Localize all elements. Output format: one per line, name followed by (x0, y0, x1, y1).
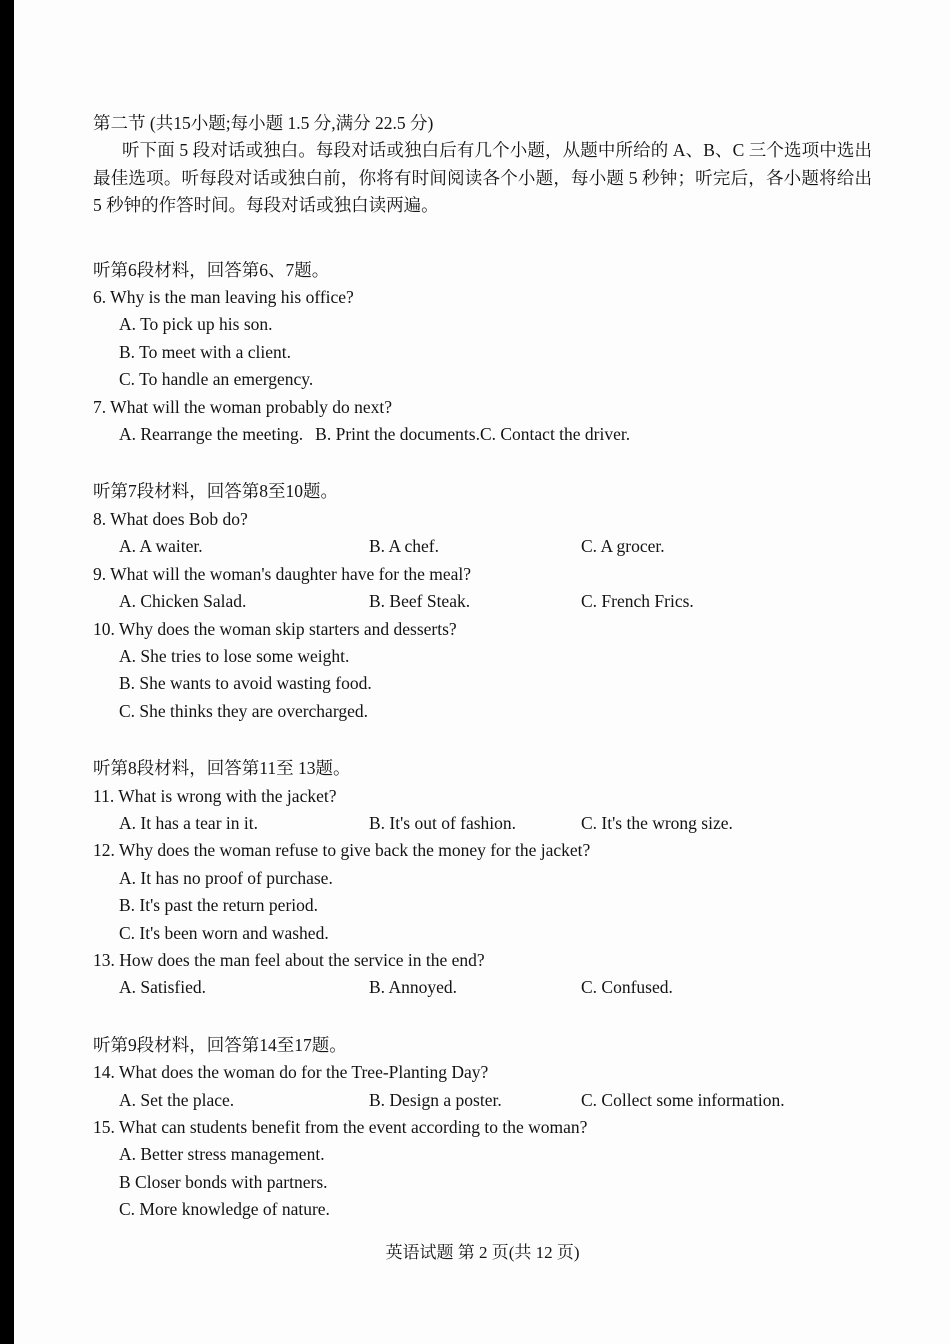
option-c: C. French Frics. (581, 591, 694, 612)
question-stem: 9. What will the woman's daughter have for the meal? (93, 563, 471, 584)
option-a: A. It has a tear in it. (119, 812, 258, 833)
scan-edge-artifact (0, 0, 14, 1344)
option-b: B. It's past the return period. (119, 895, 319, 916)
options-list (93, 533, 872, 560)
material-header: 听第9段材料，回答第14至17题。 (93, 1034, 347, 1055)
section-title: 第二节 (共15小题;每小题 1.5 分,满分 22.5 分) (93, 113, 434, 133)
option-c: C. She thinks they are overcharged. (119, 700, 368, 721)
option-a: A. Better stress management. (119, 1144, 325, 1165)
question-stem: 15. What can students benefit from the event according to the woman? (93, 1117, 588, 1137)
material-header: 听第6段材料，回答第6、7题。 (93, 259, 330, 280)
options-list (93, 974, 872, 1001)
option-b: B. Annoyed. (369, 977, 457, 998)
options-list (93, 588, 872, 615)
question-stem: 14. What does the woman do for the Tree-Planting Day? (93, 1062, 489, 1083)
question-stem: 6. Why is the man leaving his office? (93, 287, 354, 308)
material-header: 听第7段材料，回答第8至10题。 (93, 481, 338, 502)
option-b: B. Print the documents. (315, 424, 480, 445)
question-stem: 13. How does the man feel about the service in the end? (93, 949, 485, 970)
option-c: C. To handle an emergency. (119, 369, 314, 390)
question-10 (93, 616, 872, 726)
option-a: A. Satisfied. (119, 977, 207, 998)
question-stem: 10. Why does the woman skip starters and desserts? (93, 618, 457, 639)
option-a: A. Chicken Salad. (119, 591, 247, 612)
question-14 (93, 1059, 872, 1114)
option-a: A. She tries to lose some weight. (119, 645, 350, 666)
question-stem: 11. What is wrong with the jacket? (93, 785, 337, 806)
options-list (93, 421, 872, 448)
option-b: B. Beef Steak. (369, 591, 471, 612)
options-list (93, 311, 872, 393)
material-block-6 (93, 257, 872, 449)
material-block-7 (93, 478, 872, 725)
option-c: C. Contact the driver. (479, 424, 631, 445)
question-6 (93, 284, 872, 394)
option-b: B. Design a poster. (369, 1089, 502, 1110)
question-8 (93, 506, 872, 561)
question-12 (93, 837, 872, 947)
question-stem: 7. What will the woman probably do next? (93, 396, 393, 417)
option-a: A. A waiter. (119, 536, 203, 557)
question-11 (93, 783, 872, 838)
option-c: C. More knowledge of nature. (119, 1199, 330, 1220)
options-list (93, 643, 872, 725)
option-c: C. A grocer. (581, 536, 665, 557)
question-stem: 12. Why does the woman refuse to give back the money for the jacket? (93, 840, 591, 861)
option-b: B. A chef. (369, 536, 439, 557)
option-b: B. She wants to avoid wasting food. (119, 673, 372, 694)
question-stem: 8. What does Bob do? (93, 508, 248, 529)
options-list (93, 810, 872, 837)
material-block-8 (93, 755, 872, 1002)
options-list (93, 865, 872, 947)
options-list (93, 1141, 872, 1223)
material-block-9 (93, 1032, 872, 1224)
option-c: C. Confused. (581, 977, 673, 998)
option-c: C. Collect some information. (581, 1089, 785, 1110)
option-b: B. It's out of fashion. (369, 812, 517, 833)
option-a: A. Set the place. (119, 1089, 235, 1110)
option-b: B Closer bonds with partners. (119, 1171, 328, 1192)
question-13 (93, 947, 872, 1002)
option-a: A. To pick up his son. (119, 314, 273, 335)
material-header: 听第8段材料，回答第11至 13题。 (93, 758, 351, 779)
instructions-paragraph: 听下面 5 段对话或独白。每段对话或独白后有几个小题，从题中所给的 A、B、C 三个选项中选出最佳选项。听每段对话或独白前，你将有时间阅读各个小题，每小题 5 秒钟；听完后，各小题将给出 5 秒钟的作答时间。每段对话或独白读两遍。 (93, 140, 872, 216)
options-list (93, 1087, 872, 1114)
question-9 (93, 561, 872, 616)
page-footer: 英语试题 第 2 页(共 12 页) (385, 1242, 580, 1262)
option-c: C. It's the wrong size. (581, 812, 733, 833)
option-a: A. It has no proof of purchase. (119, 867, 333, 888)
option-a: A. Rearrange the meeting. (119, 424, 304, 445)
question-15 (93, 1114, 872, 1224)
option-c: C. It's been worn and washed. (119, 922, 329, 943)
question-7 (93, 394, 872, 449)
option-b: B. To meet with a client. (119, 341, 291, 362)
